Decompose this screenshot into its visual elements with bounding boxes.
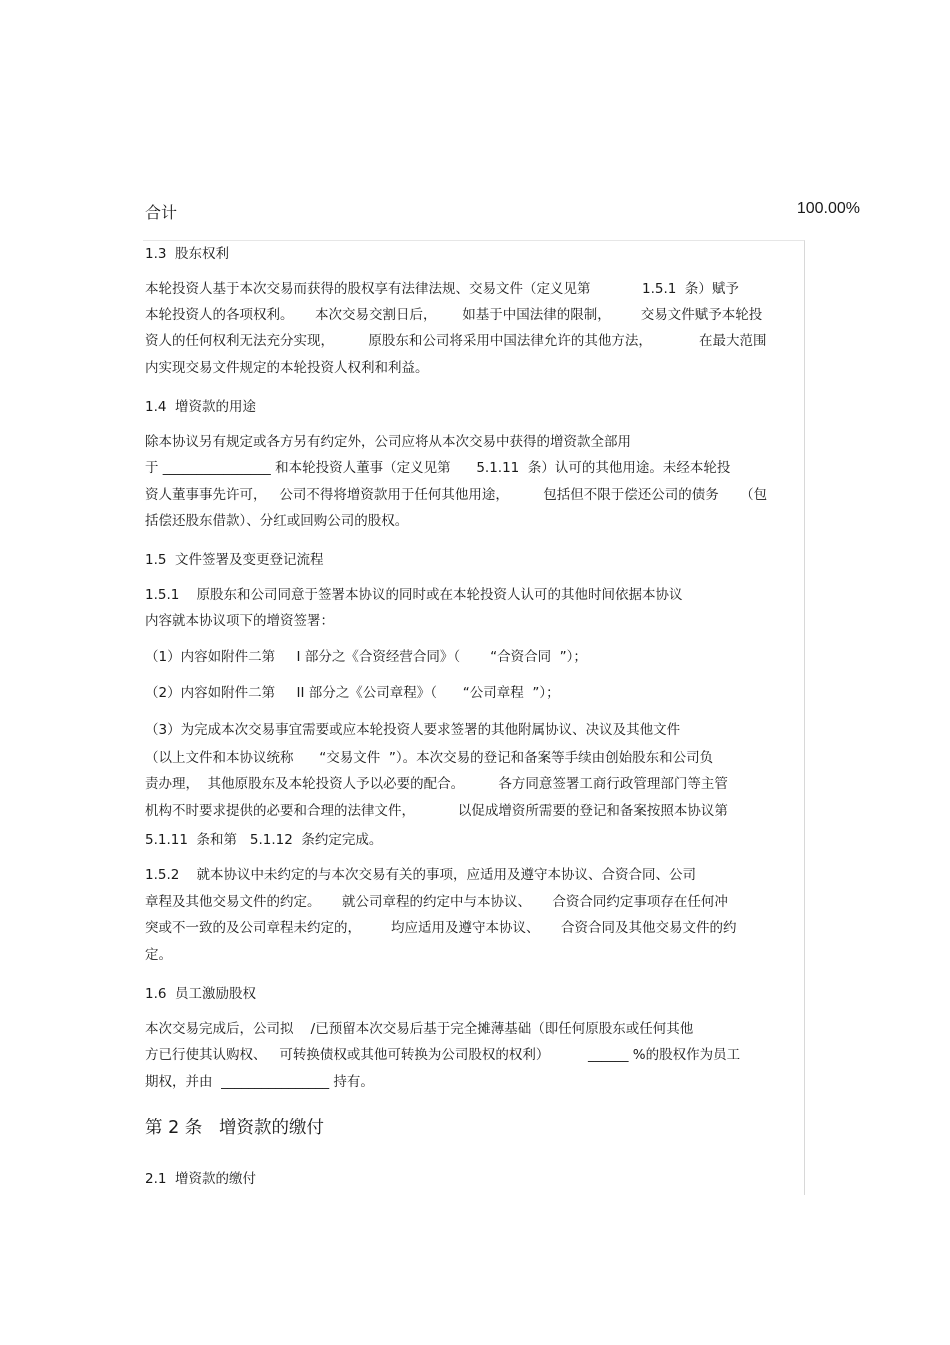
paragraph-line: 内容就本协议项下的增资签署： (145, 613, 334, 629)
paragraph-line: 1.5.2 就本协议中未约定的与本次交易有关的事项，应适用及遵守本协议、合资合同、公司 (145, 867, 697, 883)
section-heading-1-4: 1.4 增资款的用途 (145, 399, 257, 415)
paragraph-line: 括偿还股东借款）、分红或回购公司的股权。 (145, 513, 409, 529)
paragraph-line: 机构不时要求提供的必要和合理的法律文件， 以促成增资所需要的登记和备案按照本协议第 (145, 803, 728, 819)
paragraph-line: 除本协议另有规定或各方另有约定外，公司应将从本次交易中获得的增资款全部用 (145, 434, 631, 450)
paragraph-line: 于 ________________ 和本轮投资人董事（定义见第 5.1.11 条）认可的其他用途。未经本轮投 (145, 460, 731, 476)
list-item: （3）为完成本次交易事宜需要或应本轮投资人要求签署的其他附属协议、决议及其他文件 (145, 722, 681, 738)
paragraph-line: 定。 (145, 947, 172, 963)
paragraph-line: 方已行使其认购权、 可转换债权或其他可转换为公司股权的权利） ______ %的股权作为员工 (145, 1047, 741, 1063)
list-item: （1）内容如附件二第 I 部分之《合资经营合同》（ “合资合同 ”）； (145, 649, 587, 665)
section-heading-2-1: 2.1 增资款的缴付 (145, 1171, 257, 1187)
paragraph-line: （以上文件和本协议统称 “交易文件 ”）。本次交易的登记和备案等手续由创始股东和公司负 (145, 750, 714, 766)
paragraph-line: 1.5.1 原股东和公司同意于签署本协议的同时或在本轮投资人认可的其他时间依据本协议 (145, 587, 683, 603)
total-value: 100.00% (796, 200, 860, 217)
paragraph-line: 突或不一致的及公司章程未约定的， 均应适用及遵守本协议、 合资合同及其他交易文件的约 (145, 920, 737, 936)
paragraph-line: 资人的任何权利无法充分实现， 原股东和公司将采用中国法律允许的其他方法， 在最大范围 (145, 333, 767, 349)
paragraph-line: 期权，并由 ________________ 持有。 (145, 1074, 374, 1090)
paragraph-line: 5.1.11 条和第 5.1.12 条约定完成。 (145, 832, 383, 848)
paragraph-line: 本轮投资人的各项权利。 本次交易交割日后， 如基于中国法律的限制， 交易文件赋予本轮投 (145, 307, 763, 323)
total-row (145, 200, 860, 222)
section-heading-1-5: 1.5 文件签署及变更登记流程 (145, 552, 324, 568)
paragraph-line: 本次交易完成后，公司拟 /已预留本次交易后基于完全摊薄基础（即任何原股东或任何其他 (145, 1021, 694, 1037)
total-label: 合计 (145, 203, 178, 222)
paragraph-line: 本轮投资人基于本次交易而获得的股权享有法律法规、交易文件（定义见第 1.5.1 条）赋予 (145, 281, 739, 297)
section-heading-1-3: 1.3 股东权利 (145, 246, 230, 262)
article-heading-2: 第 2 条 增资款的缴付 (145, 1118, 324, 1138)
paragraph-line: 责办理， 其他原股东及本轮投资人予以必要的配合。 各方同意签署工商行政管理部门等主管 (145, 776, 728, 792)
paragraph-line: 章程及其他交易文件的约定。 就公司章程的约定中与本协议、 合资合同约定事项存在任何冲 (145, 894, 728, 910)
list-item: （2）内容如附件二第 II 部分之《公司章程》（ “公司章程 ”）； (145, 685, 560, 701)
paragraph-line: 内实现交易文件规定的本轮投资人权利和利益。 (145, 360, 429, 376)
paragraph-line: 资人董事事先许可， 公司不得将增资款用于任何其他用途， 包括但不限于偿还公司的债务 （包 (145, 487, 768, 503)
section-heading-1-6: 1.6 员工激励股权 (145, 986, 257, 1002)
document-body (143, 240, 805, 1195)
